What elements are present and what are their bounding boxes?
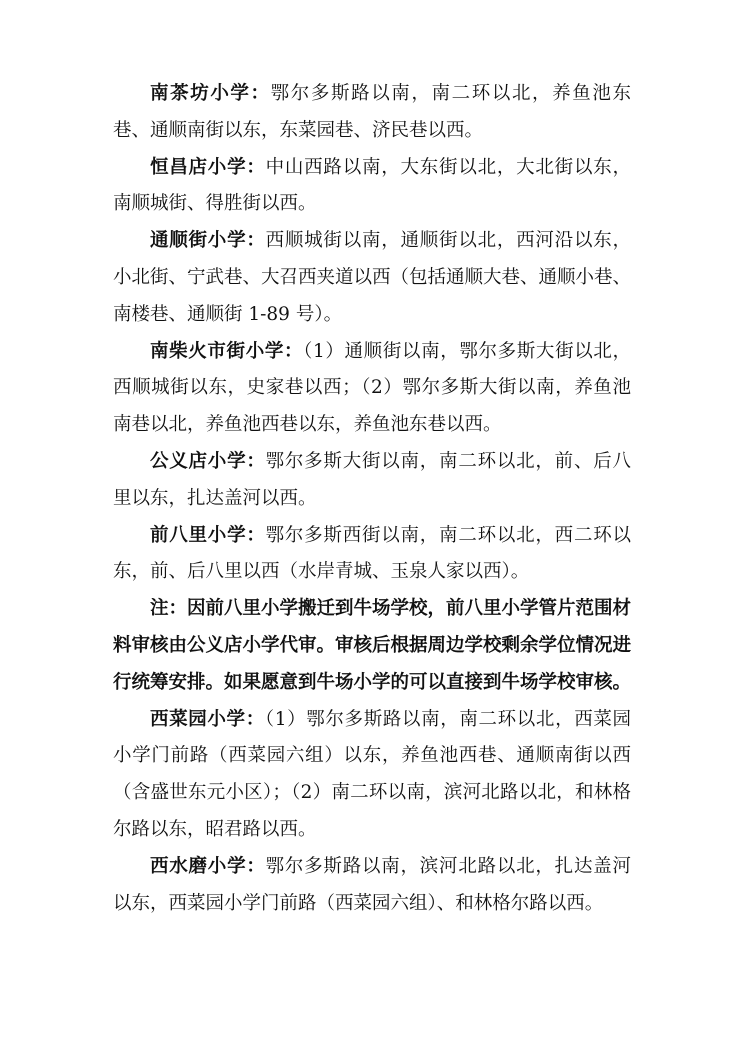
school-name: 公义店小学： xyxy=(150,450,266,472)
district-text: 西顺城街以南，通顺街以北，西河沿以东，小北街、宁武巷、大召西夹道以西（包括通顺大巷、通顺小巷、南楼巷、通顺街 1-89 号）。 xyxy=(113,230,632,325)
district-text: 鄂尔多斯路以南，南二环以北，养鱼池东巷、通顺南街以东，东菜园巷、济民巷以西。 xyxy=(113,83,631,141)
school-paragraph-hengchangdian xyxy=(113,150,631,224)
school-paragraph-qianbali xyxy=(113,518,631,592)
school-name: 西水磨小学： xyxy=(150,855,266,877)
school-paragraph-xishuimo xyxy=(113,849,631,923)
note-paragraph: 注：因前八里小学搬迁到牛场学校，前八里小学管片范围材料审核由公义店小学代审。审核后根据周边学校剩余学位情况进行统筹安排。如果愿意到牛场小学的可以直接到牛场学校审核。 xyxy=(113,598,632,693)
school-name: 南茶坊小学： xyxy=(150,83,271,104)
district-text: 鄂尔多斯路以南，滨河北路以北，扎达盖河以东，西菜园小学门前路（西菜园六组）、和林格尔路以西。 xyxy=(113,855,631,914)
school-paragraph-gongyidian xyxy=(113,444,631,518)
school-paragraph-nanchafang xyxy=(113,76,631,150)
school-name: 南柴火市街小学： xyxy=(150,340,304,362)
district-text: 中山西路以南，大东街以北，大北街以东，南顺城街、得胜街以西。 xyxy=(113,156,631,215)
school-paragraph-xicaiyuan xyxy=(113,702,631,849)
district-text: 鄂尔多斯西街以南，南二环以北，西二环以东，前、后八里以西（水岸青城、玉泉人家以西）。 xyxy=(113,524,631,583)
school-name: 西菜园小学： xyxy=(150,708,265,730)
school-paragraph-tongshunjie xyxy=(113,223,631,333)
district-text: （1）通顺街以南，鄂尔多斯大街以北，西顺城街以东，史家巷以西；（2）鄂尔多斯大街以南，养鱼池南巷以北，养鱼池西巷以东，养鱼池东巷以西。 xyxy=(113,340,631,436)
school-name: 通顺街小学： xyxy=(150,230,266,252)
school-name: 前八里小学： xyxy=(150,524,266,546)
school-name: 恒昌店小学： xyxy=(150,156,266,178)
document-page xyxy=(113,76,631,922)
district-text: （1）鄂尔多斯路以南，南二环以北，西菜园小学门前路（西菜园六组）以东，养鱼池西巷、通顺南街以西（含盛世东元小区）；（2）南二环以南，滨河北路以北，和林格尔路以东，昭君路以西。 xyxy=(113,708,631,840)
district-text: 鄂尔多斯大街以南，南二环以北，前、后八里以东，扎达盖河以西。 xyxy=(113,450,631,509)
school-paragraph-nanchaihuoshijie xyxy=(113,334,631,444)
